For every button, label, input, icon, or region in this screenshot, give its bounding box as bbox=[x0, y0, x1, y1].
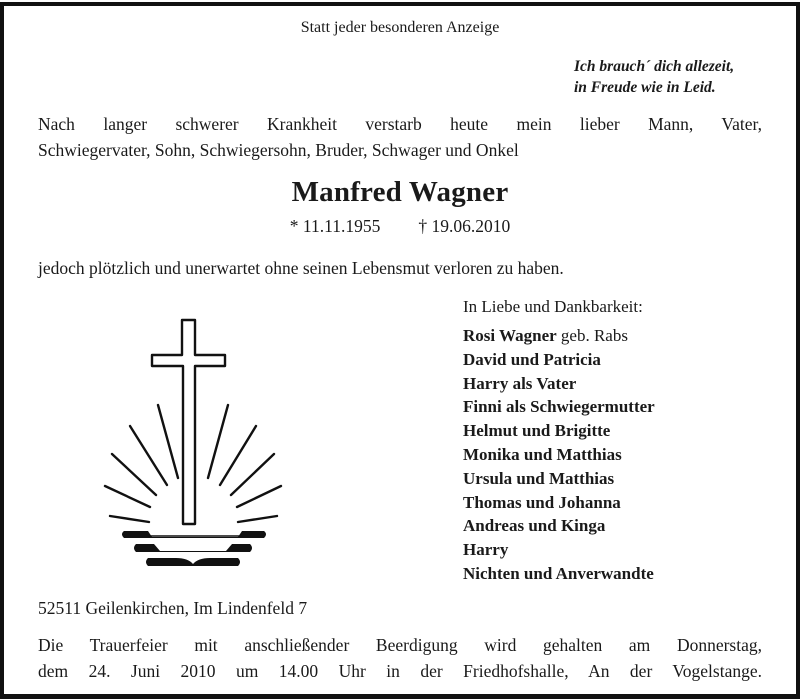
mourner-item: Monika und Matthias bbox=[463, 444, 622, 464]
header-note: Statt jeder besonderen Anzeige bbox=[300, 19, 500, 36]
mourner-item: Ursula und Matthias bbox=[463, 468, 615, 488]
birth-date: * 11.11.1955 bbox=[289, 216, 381, 236]
mourner-item: Helmut und Brigitte bbox=[463, 421, 611, 441]
mourner-item: Andreas und Kinga bbox=[463, 516, 606, 536]
intro-line-2: Schwiegervater, Sohn, Schwiegersohn, Bruder, Schwager und Onkel bbox=[38, 140, 519, 160]
intro-text bbox=[38, 111, 762, 163]
address: 52511 Geilenkirchen, Im Lindenfeld 7 bbox=[38, 598, 308, 618]
motto-line-1: Ich brauch´ dich allezeit, bbox=[574, 58, 735, 75]
cross-with-sun-rays-and-waves-icon bbox=[96, 314, 292, 576]
mourners-list bbox=[463, 324, 655, 586]
mourner-item: David und Patricia bbox=[463, 349, 601, 369]
service-line-1: Die Trauerfeier mit anschließender Beerdigung wird gehalten am Donnerstag, bbox=[38, 635, 762, 655]
service-line-2: dem 24. Juni 2010 um 14.00 Uhr in der Friedhofshalle, An der Vogelstange. bbox=[38, 661, 762, 681]
intro-line-1: Nach langer schwerer Krankheit verstarb heute mein lieber Mann, Vater, bbox=[38, 114, 762, 134]
mourner-item: Nichten und Anverwandte bbox=[463, 563, 654, 583]
death-date: † 19.06.2010 bbox=[418, 216, 511, 236]
thanks-heading: In Liebe und Dankbarkeit: bbox=[463, 297, 643, 316]
mourner-item: Finni als Schwiegermutter bbox=[463, 397, 655, 417]
funeral-service-info bbox=[38, 632, 762, 684]
circumstance-sentence: jedoch plötzlich und unerwartet ohne seinen Lebensmut verloren zu haben. bbox=[38, 258, 564, 278]
mourner-item: Harry als Vater bbox=[463, 373, 577, 393]
mourner-item: Thomas und Johanna bbox=[463, 492, 621, 512]
life-dates bbox=[0, 216, 800, 237]
deceased-name: Manfred Wagner bbox=[291, 176, 509, 208]
motto-line-2: in Freude wie in Leid. bbox=[574, 79, 716, 96]
mourner-item: Harry bbox=[463, 540, 509, 560]
mourner-item: Rosi Wagner geb. Rabs bbox=[463, 326, 628, 345]
motto bbox=[574, 56, 734, 98]
